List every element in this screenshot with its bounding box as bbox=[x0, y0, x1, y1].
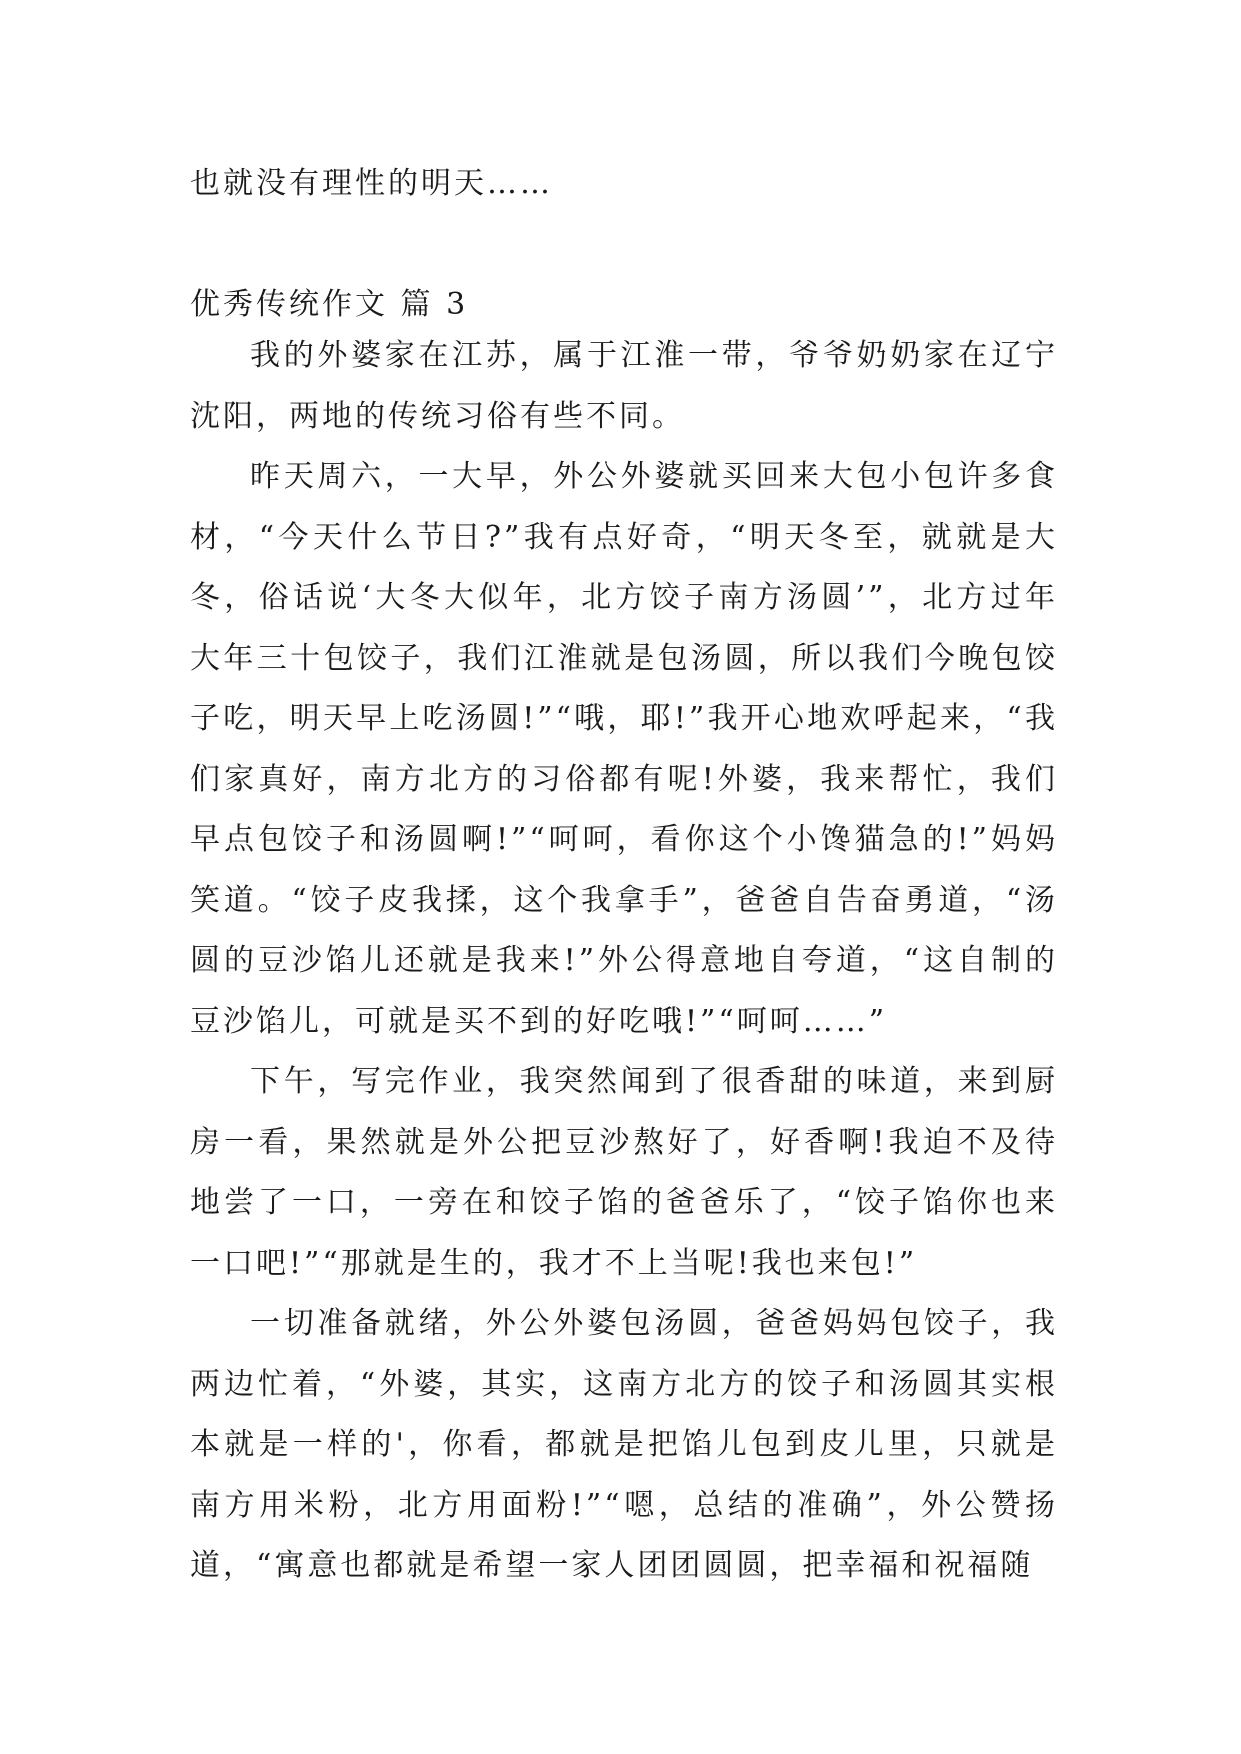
paragraph-1: 我的外婆家在江苏，属于江淮一带，爷爷奶奶家在辽宁沈阳，两地的传统习俗有些不同。 bbox=[190, 338, 1058, 434]
paragraph-2: 昨天周六，一大早，外公外婆就买回来大包小包许多食材，“今天什么节日?”我有点好奇，“明天冬至，就就是大冬，俗话说‘大冬大似年，北方饺子南方汤圆’”，北方过年大年三十包饺子，我们江淮就是包汤圆，所以我们今晚包饺子吃，明天早上吃汤圆!”“哦，耶!”我开心地欢呼起来，“我们家真好，南方北方的习俗都有呢!外婆，我来帮忙，我们早点包饺子和汤圆啊!”“呵呵，看你这个小馋猫急的!”妈妈笑道。“饺子皮我揉，这个我拿手”，爸爸自告奋勇道，“汤圆的豆沙馅儿还就是我来!”外公得意地自夸道，“这自制的豆沙馅儿，可就是买不到的好吃哦!”“呵呵……” bbox=[190, 459, 1058, 1039]
essay-body bbox=[190, 326, 1058, 1597]
paragraph-4: 一切准备就绪，外公外婆包汤圆，爸爸妈妈包饺子，我两边忙着，“外婆，其实，这南方北方的饺子和汤圆其实根本就是一样的'，你看，都就是把馅儿包到皮儿里，只就是南方用米粉，北方用面粉!”“嗯，总结的准确”，外公赞扬道，“寓意也都就是希望一家人团团圆圆，把幸福和祝福随 bbox=[190, 1306, 1058, 1583]
paragraph-3: 下午，写完作业，我突然闻到了很香甜的味道，来到厨房一看，果然就是外公把豆沙熬好了，好香啊!我迫不及待地尝了一口，一旁在和饺子馅的爸爸乐了，“饺子馅你也来一口吧!”“那就是生的，我才不上当呢!我也来包!” bbox=[190, 1064, 1058, 1281]
continued-line: 也就没有理性的明天…… bbox=[190, 166, 553, 201]
section-heading: 优秀传统作文 篇 3 bbox=[190, 287, 469, 322]
